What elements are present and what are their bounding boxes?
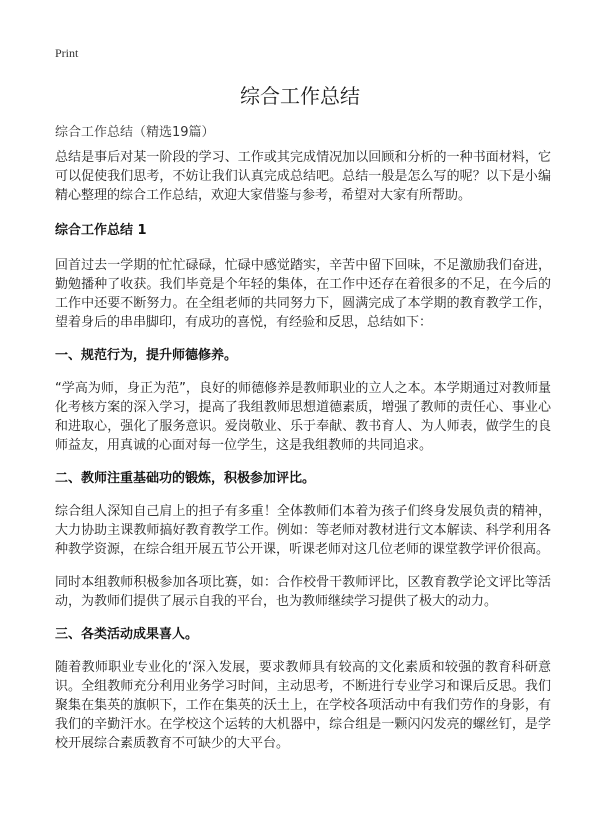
intro-paragraph: 总结是事后对某一阶段的学习、工作或其完成情况加以回顾和分析的一种书面材料，它可以促使我们思考，不妨让我们认真完成总结吧。总结一般是怎么写的呢？以下是小编精心整理的综合工作总结，欢迎大家借鉴与参考，希望对大家有所帮助。	[55, 150, 551, 203]
document-subtitle: 综合工作总结（精选19篇）	[55, 125, 215, 140]
document-body	[55, 148, 551, 767]
section-title: 综合工作总结 1	[55, 223, 147, 238]
body-intro-paragraph: 回首过去一学期的忙忙碌碌，忙碌中感觉踏实，辛苦中留下回味，不足激励我们奋进，勤勉播种了收获。我们毕竟是个年轻的集体，在工作中还存在着很多的不足，在今后的工作中还要不断努力。在全组老师的共同努力下，圆满完成了本学期的教育教学工作，望着身后的串串脚印，有成功的喜悦，有经验和反思，总结如下：	[55, 258, 551, 330]
paragraph-1: “学高为师，身正为范”，良好的师德修养是教师职业的立人之本。本学期通过对教师量化考核方案的深入学习，提高了我组教师思想道德素质，增强了教师的责任心、事业心和进取心，强化了服务意识。爱岗敬业、乐于奉献、教书育人、为人师表，做学生的良师益友，用真诚的心面对每一位学生，这是我组教师的共同追求。	[55, 381, 551, 453]
paragraph-2: 综合组人深知自己肩上的担子有多重！全体教师们本着为孩子们终身发展负责的精神，大力协助主课教师搞好教育教学工作。例如：等老师对教材进行文本解读、科学利用各种教学资源，在综合组开展五节公开课，听课老师对这几位老师的课堂教学评价很高。	[55, 504, 551, 557]
heading-3: 三、各类活动成果喜人。	[55, 627, 199, 642]
print-link[interactable]: Print	[55, 46, 79, 60]
page-title: 综合工作总结	[240, 84, 360, 108]
heading-1: 一、规范行为，提升师德修养。	[55, 348, 238, 363]
paragraph-3: 同时本组教师积极参加各项比赛，如：合作校骨干教师评比，区教育教学论文评比等活动，为教师们提供了展示自我的平台，也为教师继续学习提供了极大的动力。	[55, 575, 551, 609]
heading-2: 二、教师注重基础功的锻炼，积极参加评比。	[55, 471, 316, 486]
paragraph-4: 随着教师职业专业化的‘深入发展，要求教师具有较高的文化素质和较强的教育科研意识。全组教师充分利用业务学习时间，主动思考，不断进行专业学习和课后反思。我们聚集在集英的旗帜下，工作在集英的沃土上，在学校各项活动中有我们劳作的身影，有我们的辛勤汗水。在学校这个运转的大机器中，综合组是一颗闪闪发亮的螺丝钉，是学校开展综合素质教育不可缺少的大平台。	[55, 660, 551, 751]
